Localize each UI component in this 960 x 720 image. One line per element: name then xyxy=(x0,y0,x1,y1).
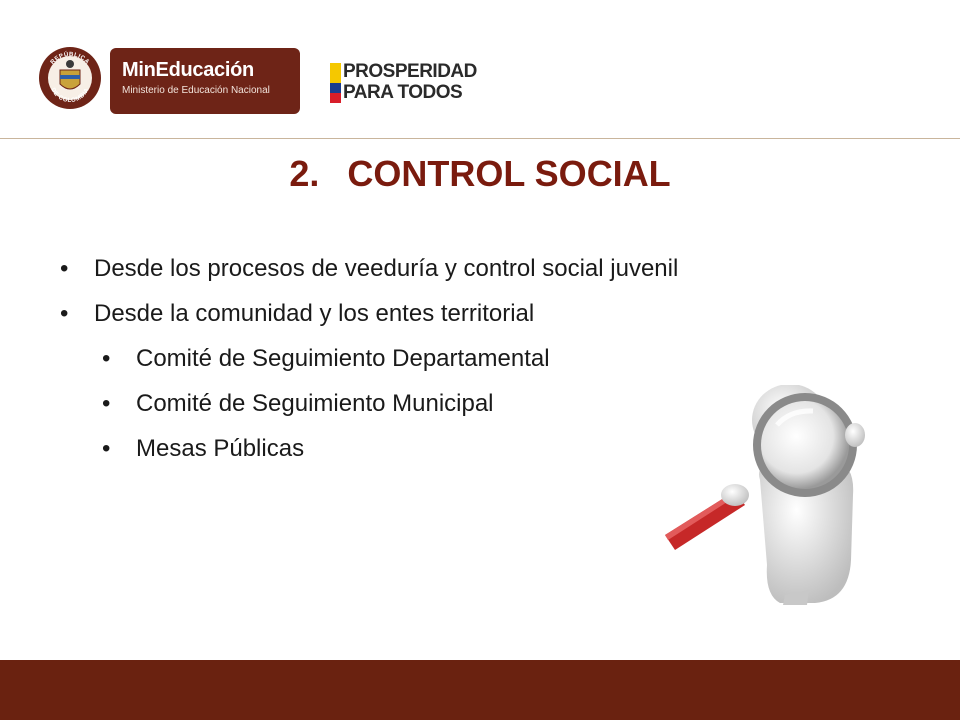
footer-bar xyxy=(0,660,960,720)
colombia-seal-icon xyxy=(38,46,102,110)
seal-bottom-text: DE COLOMBIA xyxy=(49,87,91,105)
slide-title xyxy=(0,153,960,195)
bullet-item: • Desde los procesos de veeduría y control social juvenil xyxy=(60,246,678,291)
title-text: CONTROL SOCIAL xyxy=(347,153,671,194)
person-with-magnifying-glass-icon xyxy=(665,385,895,605)
colombia-flag-icon xyxy=(330,63,341,103)
bullet-item: • Desde la comunidad y los entes territorial xyxy=(60,291,678,336)
sub-bullet-item: • Mesas Públicas xyxy=(102,426,678,471)
ministry-name: MinEducación xyxy=(122,59,254,81)
mineducacion-logo xyxy=(110,48,300,114)
prosperidad-logo xyxy=(343,61,477,103)
sub-bullet-item: • Comité de Seguimiento Municipal xyxy=(102,381,678,426)
bullet-list xyxy=(60,246,678,471)
ministry-subtitle: Ministerio de Educación Nacional xyxy=(122,85,270,96)
seal-top-text: REPÚBLICA xyxy=(49,51,91,66)
sub-bullet-item: • Comité de Seguimiento Departamental xyxy=(102,336,678,381)
slogan-line-2: PARA TODOS xyxy=(343,82,463,103)
title-number: 2. xyxy=(289,153,320,194)
slide-header xyxy=(0,0,960,139)
slogan-line-1: PROSPERIDAD xyxy=(343,61,477,82)
